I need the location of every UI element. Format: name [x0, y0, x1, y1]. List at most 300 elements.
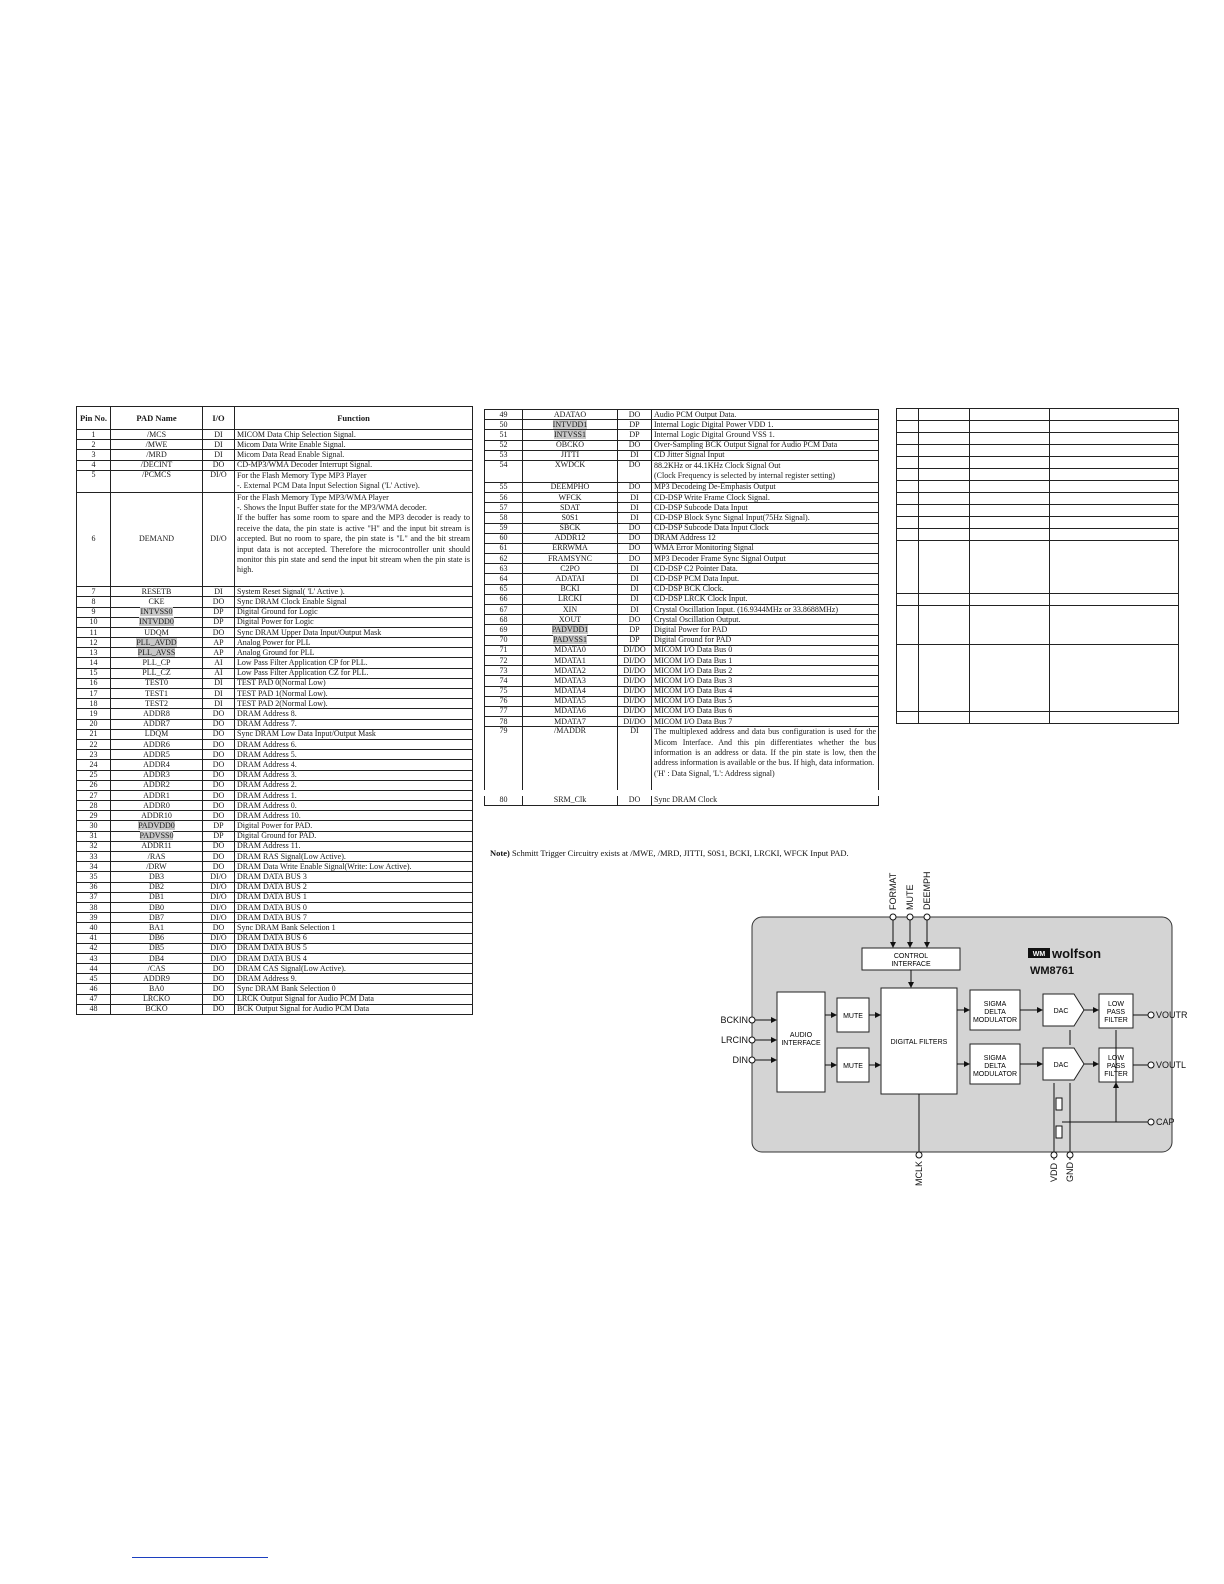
- function-cell: [652, 686, 879, 696]
- pin-number-cell-text: 68: [499, 614, 508, 624]
- io-cell: [203, 862, 235, 872]
- function-cell-text: CD-DSP Subcode Data Input: [654, 502, 748, 512]
- function-cell-text: DRAM Address 1.: [237, 790, 297, 800]
- io-cell: [618, 655, 652, 665]
- io-cell: [203, 678, 235, 688]
- pin-number-cell-text: 61: [499, 543, 508, 553]
- pad-name-cell: [111, 460, 203, 470]
- pin-number-cell-text: 63: [499, 563, 508, 573]
- pin-number-cell-text: 49: [499, 409, 508, 419]
- table-row: [485, 625, 879, 635]
- io-cell: [618, 615, 652, 625]
- pad-name-cell: [111, 770, 203, 780]
- function-cell: [652, 450, 879, 460]
- pad-name-cell-text: ADATAI: [555, 574, 585, 584]
- blank-cell: [919, 594, 970, 606]
- io-cell-text: DP: [213, 607, 224, 617]
- pad-name-cell-text: INTVDD1: [552, 419, 588, 429]
- function-cell-text: DRAM Address 8.: [237, 709, 297, 718]
- function-cell-text: DRAM DATA BUS 2: [237, 882, 307, 892]
- pad-name-cell-text: MDATA0: [554, 645, 586, 655]
- blank-cell: [1050, 606, 1179, 645]
- io-cell: [618, 686, 652, 696]
- pin-number-cell: [77, 882, 111, 892]
- table-row: [77, 780, 473, 790]
- pad-name-cell: [111, 974, 203, 984]
- function-cell: [235, 923, 473, 933]
- io-cell: [618, 554, 652, 564]
- pad-name-cell-text: MDATA1: [554, 655, 586, 665]
- function-cell-text: WMA Error Monitoring Signal: [654, 543, 754, 553]
- pad-name-cell-text: /DRW: [146, 861, 167, 871]
- blank-cell: [970, 541, 1050, 594]
- blank-cell: [919, 457, 970, 469]
- pin-number-cell-text: 53: [499, 450, 508, 460]
- function-cell: [235, 902, 473, 912]
- function-cell-text: CD Jitter Signal Input: [654, 450, 725, 460]
- pin-number-cell: [77, 923, 111, 933]
- blank-cell: [919, 529, 970, 541]
- table-row: [77, 943, 473, 953]
- pin-number-cell-text: 3: [91, 449, 96, 459]
- function-cell: [235, 658, 473, 668]
- pin-number-cell: [77, 587, 111, 597]
- function-cell-text: Internal Logic Digital Ground VSS 1.: [654, 429, 775, 439]
- io-cell-text: DI/O: [210, 943, 227, 953]
- function-cell: [235, 964, 473, 974]
- mute-pin-label: MUTE: [905, 884, 915, 910]
- pin-number-cell-text: 56: [499, 492, 508, 502]
- pad-name-cell-text: XWDCK: [554, 459, 586, 469]
- function-cell: [235, 689, 473, 699]
- function-cell: [235, 892, 473, 902]
- blank-cell: [897, 433, 919, 445]
- io-cell: [203, 739, 235, 749]
- function-cell: [235, 587, 473, 597]
- pad-name-cell: [111, 440, 203, 450]
- table-row: [485, 450, 879, 460]
- io-cell: [618, 410, 652, 420]
- pad-name-cell-text: SDAT: [559, 502, 580, 512]
- table-row: [485, 686, 879, 696]
- function-cell: [235, 597, 473, 607]
- pad-name-cell-text: ADDR1: [143, 790, 170, 800]
- function-cell: [235, 648, 473, 658]
- io-cell-text: DI: [630, 502, 639, 512]
- blank-row: [897, 594, 1179, 606]
- table-row: [77, 1004, 473, 1014]
- blank-row: [897, 505, 1179, 517]
- table-row: [77, 648, 473, 658]
- function-header: Function: [235, 407, 473, 430]
- pin-number-cell-text: 22: [89, 739, 98, 749]
- blank-cell: [970, 493, 1050, 505]
- pad-name-cell-text: MDATA3: [554, 675, 586, 685]
- io-cell-text: DP: [213, 617, 224, 627]
- io-cell: [203, 750, 235, 760]
- pin-number-cell: [77, 770, 111, 780]
- io-cell: [203, 811, 235, 821]
- pin-number-cell-text: 9: [91, 607, 96, 617]
- lpf-bot-3: FILTER: [1104, 1071, 1128, 1078]
- pad-name-cell-text: MDATA5: [554, 696, 586, 706]
- pin-number-cell-text: 47: [89, 994, 98, 1004]
- function-cell: [235, 760, 473, 770]
- io-cell: [203, 699, 235, 709]
- function-cell-text: CD-DSP Write Frame Clock Signal.: [654, 492, 770, 502]
- io-cell-text: DI: [214, 449, 223, 459]
- io-cell: [203, 913, 235, 923]
- io-cell: [618, 696, 652, 706]
- function-cell-text: Digital Ground for Logic: [237, 607, 318, 617]
- blank-cell: [1050, 712, 1179, 724]
- table-row: [485, 645, 879, 655]
- table-row: [77, 470, 473, 492]
- table-row: [485, 564, 879, 574]
- blank-cell: [970, 505, 1050, 517]
- pin-number-cell: [77, 964, 111, 974]
- footer-link-underline: [132, 1557, 268, 1558]
- pin-number-cell: [77, 862, 111, 872]
- io-cell: [618, 635, 652, 645]
- pin-number-cell: [77, 902, 111, 912]
- dac-label-top: DAC: [1053, 1008, 1069, 1015]
- table-row: [77, 492, 473, 587]
- blank-cell: [1050, 469, 1179, 481]
- io-cell: [203, 668, 235, 678]
- function-cell: [235, 953, 473, 963]
- function-cell-text: MP3 Decoder Frame Sync Signal Output: [654, 553, 786, 563]
- io-cell: [203, 994, 235, 1004]
- io-cell-text: DP: [629, 635, 640, 645]
- pin-number-cell-text: 69: [499, 624, 508, 634]
- io-cell-text: DI: [630, 563, 639, 573]
- io-cell-text: DO: [212, 719, 225, 729]
- pin-number-cell: [485, 410, 523, 420]
- function-cell: [235, 943, 473, 953]
- pad-name-cell: [111, 699, 203, 709]
- pin-number-cell-text: 4: [91, 460, 96, 470]
- pad-name-cell-text: DB5: [148, 943, 165, 953]
- pin-number-cell: [77, 440, 111, 450]
- pin-number-cell-text: 23: [89, 749, 98, 759]
- pin-number-cell-text: 44: [89, 963, 98, 973]
- function-cell-text: MICOM I/O Data Bus 2: [654, 665, 733, 675]
- function-cell-text: System Reset Signal( 'L' Active ).: [237, 586, 345, 596]
- pad-name-cell: [523, 410, 618, 420]
- io-cell: [203, 470, 235, 492]
- pad-name-cell: [523, 513, 618, 523]
- io-cell-text: DI: [214, 678, 223, 688]
- pin-number-cell-text: 37: [89, 892, 98, 902]
- function-cell: [235, 872, 473, 882]
- function-cell-text: DRAM Address 2.: [237, 780, 297, 790]
- table-row: [485, 554, 879, 564]
- table-row: [485, 543, 879, 553]
- io-cell: [203, 597, 235, 607]
- pad-name-cell: [523, 492, 618, 502]
- pad-name-cell: [111, 450, 203, 460]
- pad-name-cell: [111, 913, 203, 923]
- io-cell-text: DI/O: [210, 892, 227, 902]
- table-row: [77, 811, 473, 821]
- note-text: Schmitt Trigger Circuitry exists at /MWE, /MRD, JITTI, S0S1, BCKI, LRCKI, WFCK Input PAD.: [511, 848, 849, 858]
- pad-name-cell-text: /MRD: [146, 449, 167, 459]
- io-cell: [203, 984, 235, 994]
- table-row: [485, 727, 879, 793]
- io-cell-text: DO: [628, 614, 641, 624]
- table-row: [77, 678, 473, 688]
- pin-number-cell-text: 34: [89, 861, 98, 871]
- pin-number-cell: [77, 430, 111, 440]
- pin-number-cell-text: 74: [499, 675, 508, 685]
- table-row: [77, 801, 473, 811]
- pad-name-cell-text: ADDR12: [554, 533, 586, 543]
- pin-number-cell: [485, 450, 523, 460]
- pin-number-cell: [77, 943, 111, 953]
- pin-number-cell: [485, 492, 523, 502]
- pin-number-cell-text: 72: [499, 655, 508, 665]
- io-cell-text: DO: [628, 459, 641, 469]
- table-row: [77, 739, 473, 749]
- io-cell: [618, 513, 652, 523]
- pad-name-cell-text: OBCKO: [555, 440, 584, 450]
- blank-cell: [970, 712, 1050, 724]
- function-cell-text: MICOM I/O Data Bus 0: [654, 645, 733, 655]
- blank-cell: [970, 606, 1050, 645]
- function-cell-text: For the Flash Memory Type MP3 Player -. External PCM Data Input Selection Signal ('L' Active).: [237, 470, 420, 491]
- pad-name-cell: [523, 793, 618, 806]
- pin-number-cell-text: 12: [89, 637, 98, 647]
- function-cell: [235, 974, 473, 984]
- pin-number-cell: [77, 597, 111, 607]
- pin-number-cell: [485, 676, 523, 686]
- blank-cell: [1050, 517, 1179, 529]
- pin-number-cell-text: 29: [89, 810, 98, 820]
- pin-number-cell-text: 18: [89, 698, 98, 708]
- blank-cell: [897, 505, 919, 517]
- function-cell-text: DRAM Address 6.: [237, 739, 297, 749]
- pin-number-cell-text: 26: [89, 780, 98, 790]
- pad-name-cell: [523, 615, 618, 625]
- pad-name-cell: [111, 750, 203, 760]
- io-cell-text: DO: [212, 800, 225, 810]
- function-cell-text: DRAM DATA BUS 1: [237, 892, 307, 902]
- pin-number-cell-text: 17: [89, 688, 98, 698]
- pad-name-cell: [523, 605, 618, 615]
- mute-label-top: MUTE: [843, 1013, 863, 1020]
- table-row: [485, 696, 879, 706]
- pad-name-cell-text: UDQM: [144, 627, 169, 637]
- io-cell: [203, 658, 235, 668]
- pin-number-cell: [77, 780, 111, 790]
- io-cell: [618, 482, 652, 492]
- pad-name-cell: [523, 594, 618, 604]
- blank-row: [897, 409, 1179, 421]
- pad-name-cell-text: SRM_Clk: [553, 795, 587, 805]
- io-cell: [203, 790, 235, 800]
- function-cell-text: DRAM Data Write Enable Signal(Write: Low Active).: [237, 861, 412, 871]
- io-cell-text: DI/O: [210, 882, 227, 892]
- pad-name-cell-text: TEST0: [144, 678, 169, 688]
- pad-name-cell: [111, 953, 203, 963]
- function-cell-text: DRAM DATA BUS 6: [237, 933, 307, 943]
- table-row: [485, 492, 879, 502]
- pin-number-cell: [485, 533, 523, 543]
- io-cell: [618, 564, 652, 574]
- function-cell-text: DRAM Address 12: [654, 533, 716, 543]
- pad-name-cell-text: BA0: [148, 984, 165, 994]
- pin-number-cell: [485, 420, 523, 430]
- pin-table-right: [484, 409, 879, 806]
- blank-cell: [919, 469, 970, 481]
- pad-name-cell-text: MDATA2: [554, 665, 586, 675]
- function-cell-text: DRAM DATA BUS 5: [237, 943, 307, 953]
- pin-number-cell: [77, 821, 111, 831]
- pad-name-cell: [523, 450, 618, 460]
- function-cell: [235, 607, 473, 617]
- deemph-pin-label: DEEMPH: [922, 871, 932, 910]
- table-row: [485, 655, 879, 665]
- table-row: [485, 706, 879, 716]
- pin-number-cell-text: 38: [89, 902, 98, 912]
- sigma-top-2: DELTA: [984, 1009, 1006, 1016]
- pad-name-cell-text: S0S1: [561, 512, 579, 522]
- function-cell: [652, 440, 879, 450]
- pad-name-cell: [111, 492, 203, 587]
- pin-number-cell-text: 1: [91, 429, 96, 439]
- blank-cell: [919, 433, 970, 445]
- pin-number-cell-text: 24: [89, 759, 98, 769]
- pin-number-cell-text: 33: [89, 851, 98, 861]
- function-cell-text: CD-DSP Subcode Data Input Clock: [654, 523, 769, 533]
- pin-number-cell: [485, 503, 523, 513]
- pad-name-cell: [523, 482, 618, 492]
- table-header-row: [77, 407, 473, 430]
- sigma-bot-3: MODULATOR: [972, 1071, 1018, 1078]
- blank-row: [897, 433, 1179, 445]
- pin-number-cell-text: 71: [499, 645, 508, 655]
- function-cell-text: Internal Logic Digital Power VDD 1.: [654, 419, 774, 429]
- pin-number-cell: [485, 554, 523, 564]
- function-cell-text: Digital Ground for PAD: [654, 635, 732, 645]
- function-cell: [235, 801, 473, 811]
- io-cell-text: DO: [212, 709, 225, 718]
- io-cell: [203, 638, 235, 648]
- pin-number-cell-text: 58: [499, 512, 508, 522]
- io-cell-text: DO: [212, 810, 225, 820]
- table-row: [77, 933, 473, 943]
- function-cell: [652, 727, 879, 793]
- pad-name-cell-text: BCKO: [145, 1004, 168, 1014]
- io-cell-text: DO: [212, 729, 225, 739]
- top-pins: [888, 871, 932, 910]
- io-cell-text: DI: [630, 492, 639, 502]
- pad-name-cell: [111, 617, 203, 627]
- pin-no-header: Pin No.: [77, 407, 111, 430]
- voutl-pin-label: VOUTL: [1156, 1060, 1187, 1070]
- pin-number-cell-text: 25: [89, 770, 98, 780]
- pad-name-cell-text: SBCK: [559, 523, 581, 533]
- pin-number-cell: [77, 750, 111, 760]
- io-cell-text: DO: [212, 963, 225, 973]
- pin-number-cell: [485, 615, 523, 625]
- pad-name-cell-text: LRCKI: [558, 594, 582, 604]
- io-cell: [618, 533, 652, 543]
- pad-name-cell-text: ADDR10: [141, 810, 172, 820]
- blank-cell: [897, 606, 919, 645]
- pin-number-cell: [77, 627, 111, 637]
- function-cell-text: Micom Data Write Enable Signal.: [237, 439, 346, 449]
- pin-number-cell: [485, 666, 523, 676]
- io-cell: [618, 450, 652, 460]
- mute-label-bottom: MUTE: [843, 1063, 863, 1070]
- function-cell: [235, 821, 473, 831]
- mclk-pin-label: MCLK: [914, 1160, 924, 1186]
- function-cell-text: Digital Power for PAD.: [237, 821, 313, 831]
- pin-number-cell-text: 65: [499, 584, 508, 594]
- pad-name-cell: [111, 430, 203, 440]
- table-row: [485, 420, 879, 430]
- blank-cell: [897, 457, 919, 469]
- blank-cell: [919, 409, 970, 421]
- pin-number-cell-text: 6: [91, 534, 96, 544]
- pin-number-cell-text: 79: [499, 726, 508, 736]
- pad-name-cell-text: PADVSS0: [139, 831, 174, 841]
- pin-number-cell: [77, 689, 111, 699]
- blank-table: [896, 408, 1179, 724]
- function-cell-text: DRAM Address 10.: [237, 810, 301, 820]
- io-cell-text: DO: [212, 739, 225, 749]
- table-row: [485, 717, 879, 727]
- blank-cell: [970, 481, 1050, 493]
- pad-name-cell: [111, 729, 203, 739]
- io-cell: [203, 770, 235, 780]
- io-cell-text: DO: [628, 440, 641, 450]
- function-cell-text: DRAM Address 4.: [237, 759, 297, 769]
- io-cell: [203, 780, 235, 790]
- blank-cell: [897, 517, 919, 529]
- function-cell: [652, 554, 879, 564]
- pad-name-cell: [523, 574, 618, 584]
- function-cell: [235, 984, 473, 994]
- function-cell: [235, 780, 473, 790]
- io-cell-text: DI: [214, 688, 223, 698]
- pad-name-cell: [111, 801, 203, 811]
- function-cell: [235, 492, 473, 587]
- io-cell: [203, 689, 235, 699]
- pad-name-cell: [523, 440, 618, 450]
- io-cell-text: DI/O: [210, 912, 227, 922]
- function-cell-text: CD-DSP PCM Data Input.: [654, 574, 740, 584]
- function-cell-text: Sync DRAM Upper Data Input/Output Mask: [237, 627, 382, 637]
- pad-name-cell-text: ADDR5: [143, 749, 170, 759]
- pin-number-cell: [77, 668, 111, 678]
- lpf-top-2: PASS: [1106, 1009, 1126, 1016]
- pad-name-cell: [111, 597, 203, 607]
- function-cell: [235, 668, 473, 678]
- pad-name-cell-text: ADDR6: [143, 739, 170, 749]
- pad-name-cell-text: DEMAND: [138, 534, 175, 544]
- din-pin-label: DIN: [732, 1055, 748, 1065]
- io-cell: [203, 719, 235, 729]
- function-cell-text: DRAM DATA BUS 4: [237, 953, 307, 963]
- io-cell: [618, 460, 652, 482]
- pad-name-cell: [111, 627, 203, 637]
- pad-name-cell: [111, 587, 203, 597]
- io-cell: [203, 923, 235, 933]
- pad-name-cell: [111, 760, 203, 770]
